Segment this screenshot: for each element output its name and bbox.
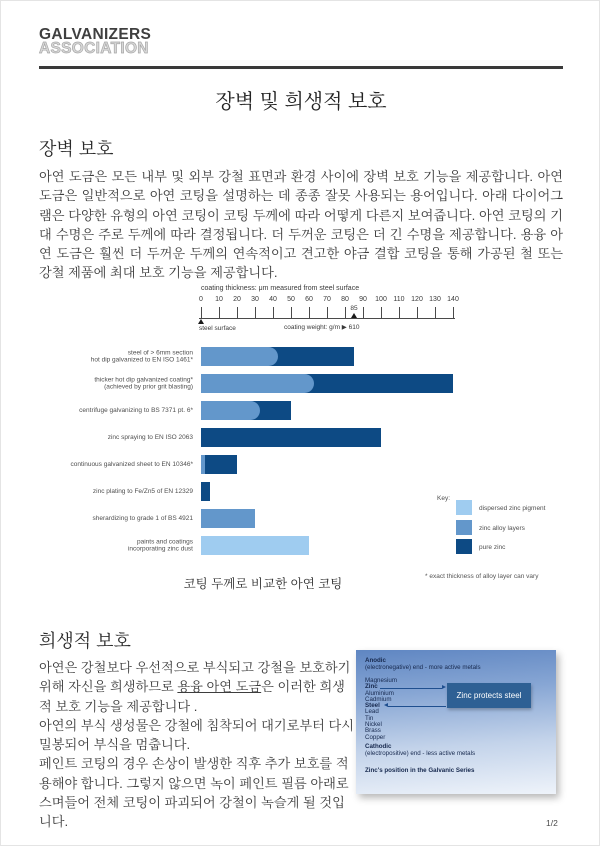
bar-label: centrifuge galvanizing to BS 7371 pt. 6* bbox=[79, 406, 193, 414]
axis-tick-label: 10 bbox=[215, 296, 223, 303]
steel-surface-label: steel surface bbox=[199, 325, 236, 332]
axis-tick-label: 120 bbox=[411, 296, 423, 303]
page-number: 1/2 bbox=[546, 818, 558, 828]
barrier-section-body bbox=[39, 167, 563, 283]
axis-tick-mark bbox=[327, 307, 328, 318]
galvanic-metal-brass: Brass bbox=[365, 727, 381, 735]
legend-swatch-pigment bbox=[456, 500, 472, 515]
steel-arrow-head-icon bbox=[384, 703, 388, 707]
legend-title: Key: bbox=[437, 495, 451, 502]
axis-tick-mark bbox=[363, 307, 364, 318]
marker-85-label: 85 bbox=[346, 305, 362, 312]
axis-tick-label: 0 bbox=[199, 296, 203, 303]
hot-dip-galvanizing-link[interactable]: 용융 아연 도금 bbox=[177, 679, 262, 695]
sacrificial-paragraph-2: 아연의 부식 생성물은 강철에 침착되어 대기로부터 다시 밀봉되어 부식을 멈춥니다. bbox=[39, 717, 354, 753]
anodic-subtitle: (electronegative) end - more active metals bbox=[365, 664, 481, 671]
galvanic-metal-zinc: Zinc bbox=[365, 683, 378, 691]
sacrificial-paragraph-3: 페인트 코팅의 경우 손상이 발생한 직후 추가 보호를 적용해야 합니다. 그렇지 않으면 녹이 페인트 필름 아래로 스며들어 전체 코팅이 파괴되어 강철이 녹슬게 될 것입니다. bbox=[39, 756, 349, 830]
sacrificial-section-body bbox=[39, 658, 355, 832]
galvanizers-association-logo bbox=[39, 28, 151, 56]
bar-label: zinc plating to Fe/Zn5 of EN 12329 bbox=[92, 487, 193, 495]
bar-segment-alloy bbox=[201, 347, 278, 366]
marker-85-triangle-icon bbox=[351, 313, 357, 318]
bar-segment-alloy bbox=[201, 509, 255, 528]
galvanic-metal-nickel: Nickel bbox=[365, 721, 382, 729]
legend-label: pure zinc bbox=[479, 544, 506, 551]
axis-tick-label: 40 bbox=[269, 296, 277, 303]
zinc-arrow-line bbox=[380, 688, 442, 689]
barrier-section-heading: 장벽 보호 bbox=[39, 139, 114, 159]
barrier-paragraph: 아연 도금은 모든 내부 및 외부 강철 표면과 환경 사이에 장벽 보호 기능을 제공합니다. 아연 도금은 일반적으로 아연 코팅을 설명하는 데 종종 잘못 사용되는 용어입니다. 아래 다이어그램은 다양한 유형의 아연 코팅이 코팅 두께에 따라 어떻게 다른지 보여줍니다. 아연 코팅의 기대 수명은 주로 두께에 따라 결정됩니다. 더 두꺼운 코팅은 더 긴 수명을 제공합니다. 용융 아연 도금은 훨씬 더 두꺼운 두께의 연속적이고 견고한 야금 결합 코팅을 통해 가공된 철 또는 강철 제품에 최대 보호 기능을 제공합니다. bbox=[39, 169, 563, 281]
bar-segment-pure bbox=[201, 482, 210, 501]
legend-label: dispersed zinc pigment bbox=[479, 505, 546, 512]
bar-label: sherardizing to grade 1 of BS 4921 bbox=[92, 514, 193, 522]
header-rule bbox=[39, 66, 563, 69]
axis-tick-mark bbox=[309, 307, 310, 318]
axis-tick-label: 70 bbox=[323, 296, 331, 303]
bar-label: zinc spraying to EN ISO 2063 bbox=[107, 433, 193, 441]
cathodic-title: Cathodic bbox=[365, 743, 392, 750]
bar-segment-pure bbox=[201, 374, 453, 393]
bar-segment-pure bbox=[201, 347, 354, 366]
bar-label: continuous galvanized sheet to EN 10346* bbox=[70, 460, 193, 468]
chart-title: coating thickness: μm measured from steel surface bbox=[201, 285, 360, 292]
galvanic-metal-tin: Tin bbox=[365, 714, 374, 722]
axis-tick-label: 30 bbox=[251, 296, 259, 303]
axis-tick-mark bbox=[273, 307, 274, 318]
cathodic-subtitle: (electropositive) end - less active metals bbox=[365, 750, 476, 757]
galvanic-metal-magnesium: Magnesium bbox=[365, 677, 397, 684]
galvanic-metal-copper: Copper bbox=[365, 733, 386, 741]
sacrificial-text-2: 은 이러한 희생적 보호 기능을 제공합니다 . bbox=[39, 679, 345, 714]
sacrificial-paragraph-1 bbox=[39, 658, 355, 716]
axis-tick-mark bbox=[381, 307, 382, 318]
axis-tick-mark bbox=[219, 307, 220, 318]
axis-tick-mark bbox=[237, 307, 238, 318]
axis-tick-label: 60 bbox=[305, 296, 313, 303]
bar-segment-pure bbox=[201, 401, 291, 420]
chart-axis-line bbox=[199, 318, 455, 319]
galvanic-metal-aluminium: Aluminium bbox=[365, 689, 394, 697]
bar-segment-alloy bbox=[201, 374, 314, 393]
chart-caption: 코팅 두께로 비교한 아연 코팅 bbox=[183, 577, 343, 591]
axis-tick-mark bbox=[345, 307, 346, 318]
axis-tick-label: 140 bbox=[447, 296, 459, 303]
legend-swatch-alloy bbox=[456, 520, 472, 535]
chart-footnote: * exact thickness of alloy layer can vary bbox=[425, 573, 539, 580]
bar-segment-pigment bbox=[201, 536, 309, 555]
zinc-protects-steel-box: Zinc protects steel bbox=[447, 683, 531, 708]
logo-line2: ASSOCIATION bbox=[39, 40, 149, 57]
axis-tick-label: 90 bbox=[359, 296, 367, 303]
axis-tick-mark bbox=[291, 307, 292, 318]
axis-tick-mark bbox=[417, 307, 418, 318]
legend-swatch-pure bbox=[456, 539, 472, 554]
bar-label: thicker hot dip galvanized coating* (achieved by prior grit blasting) bbox=[94, 375, 193, 391]
axis-tick-label: 130 bbox=[429, 296, 441, 303]
axis-tick-mark bbox=[399, 307, 400, 318]
steel-arrow-line bbox=[388, 706, 446, 707]
page-title: 장벽 및 희생적 보호 bbox=[215, 91, 387, 113]
axis-tick-label: 100 bbox=[375, 296, 387, 303]
axis-tick-mark bbox=[453, 307, 454, 318]
galvanic-metal-lead: Lead bbox=[365, 708, 379, 716]
bar-label: paints and coatings incorporating zinc dust bbox=[127, 537, 193, 553]
galvanic-metal-steel: Steel bbox=[365, 702, 380, 710]
sacrificial-text-1: 아연은 강철보다 우선적으로 부식되고 강철을 보호하기 위해 자신을 희생하므로 bbox=[39, 660, 351, 695]
zinc-arrow-head-icon bbox=[442, 685, 446, 689]
axis-tick-mark bbox=[435, 307, 436, 318]
coating-weight-label: coating weight: g/m ▶ 610 bbox=[284, 324, 360, 331]
galvanic-series-caption: Zinc's position in the Galvanic Series bbox=[365, 767, 475, 774]
axis-tick-label: 110 bbox=[393, 296, 405, 303]
axis-tick-label: 80 bbox=[341, 296, 349, 303]
galvanic-series-diagram bbox=[356, 650, 556, 794]
axis-tick-mark bbox=[255, 307, 256, 318]
axis-tick-label: 50 bbox=[287, 296, 295, 303]
bar-segment-pure bbox=[201, 428, 381, 447]
bar-segment-alloy bbox=[201, 455, 205, 474]
bar-segment-alloy bbox=[201, 401, 260, 420]
steel-surface-marker-icon bbox=[198, 319, 204, 324]
bar-segment-pure bbox=[201, 455, 237, 474]
galvanic-metal-cadmium: Cadmium bbox=[365, 695, 392, 703]
legend-label: zinc alloy layers bbox=[479, 524, 525, 532]
bar-label: steel of > 6mm section hot dip galvanized to EN ISO 1461* bbox=[90, 348, 193, 364]
sacrificial-section-heading: 희생적 보호 bbox=[39, 631, 131, 651]
axis-tick-mark bbox=[201, 307, 202, 318]
axis-tick-label: 20 bbox=[233, 296, 241, 303]
anodic-title: Anodic bbox=[365, 657, 386, 664]
logo-line1: GALVANIZERS bbox=[39, 26, 152, 43]
